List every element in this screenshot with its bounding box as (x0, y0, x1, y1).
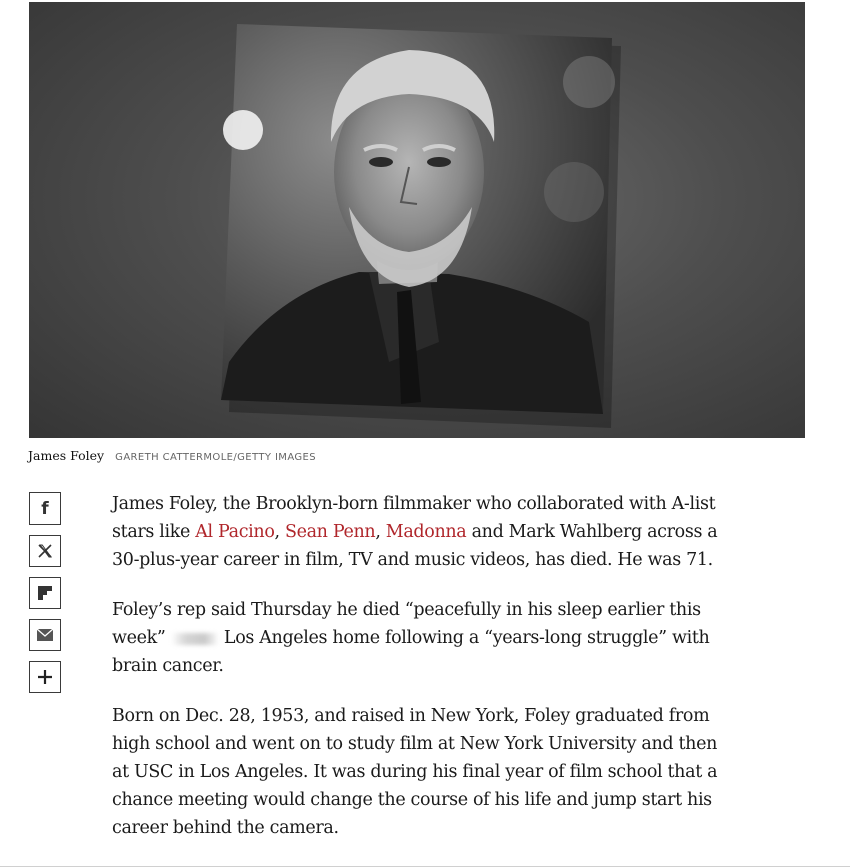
email-icon (37, 629, 53, 641)
p2-lead: Foley’s rep said Thursday he died “peacefully in his sleep earlier this week” (112, 600, 701, 648)
link-al-pacino[interactable]: Al Pacino (195, 522, 275, 542)
email-share-button[interactable] (29, 619, 61, 651)
link-sean-penn[interactable]: Sean Penn (284, 522, 376, 542)
x-share-button[interactable] (29, 535, 61, 567)
image-caption (28, 445, 316, 464)
link-madonna[interactable]: Madonna (385, 522, 467, 542)
x-icon (37, 543, 53, 559)
paragraph-3: Born on Dec. 28, 1953, and raised in New York, Foley graduated from high school and went on to study film at New York University and then at USC in Los Angeles. It was during his final year of film school that a chance meeting would change the course of his life and jump start his career behind the camera. (112, 706, 718, 838)
portrait-photo (29, 2, 805, 438)
flipboard-icon (38, 586, 52, 600)
paragraph-1 (112, 490, 722, 574)
article-body (112, 490, 722, 864)
hero-image (29, 2, 805, 438)
paragraph-2 (112, 596, 722, 680)
flipboard-share-button[interactable] (29, 577, 61, 609)
facebook-icon: f (41, 498, 49, 519)
p1-sep1: , (274, 522, 285, 542)
photo-credit: GARETH CATTERMOLE/GETTY IMAGES (115, 452, 316, 463)
caption-name: James Foley (28, 448, 105, 463)
p1-tail: and Mark Wahlberg across a 30-plus-year career in film, TV and music videos, has died. He was 71. (112, 522, 718, 570)
p1-lead: James Foley, the Brooklyn-born filmmaker who collaborated with A-list stars like (112, 494, 716, 542)
more-share-button[interactable] (29, 661, 61, 693)
obscured-text (171, 633, 219, 645)
share-bar (29, 492, 63, 703)
facebook-share-button[interactable] (29, 492, 61, 525)
plus-icon (37, 669, 53, 685)
p2-tail: Los Angeles home following a “years-long struggle” with brain cancer. (112, 628, 710, 676)
p1-sep2: , (375, 522, 386, 542)
